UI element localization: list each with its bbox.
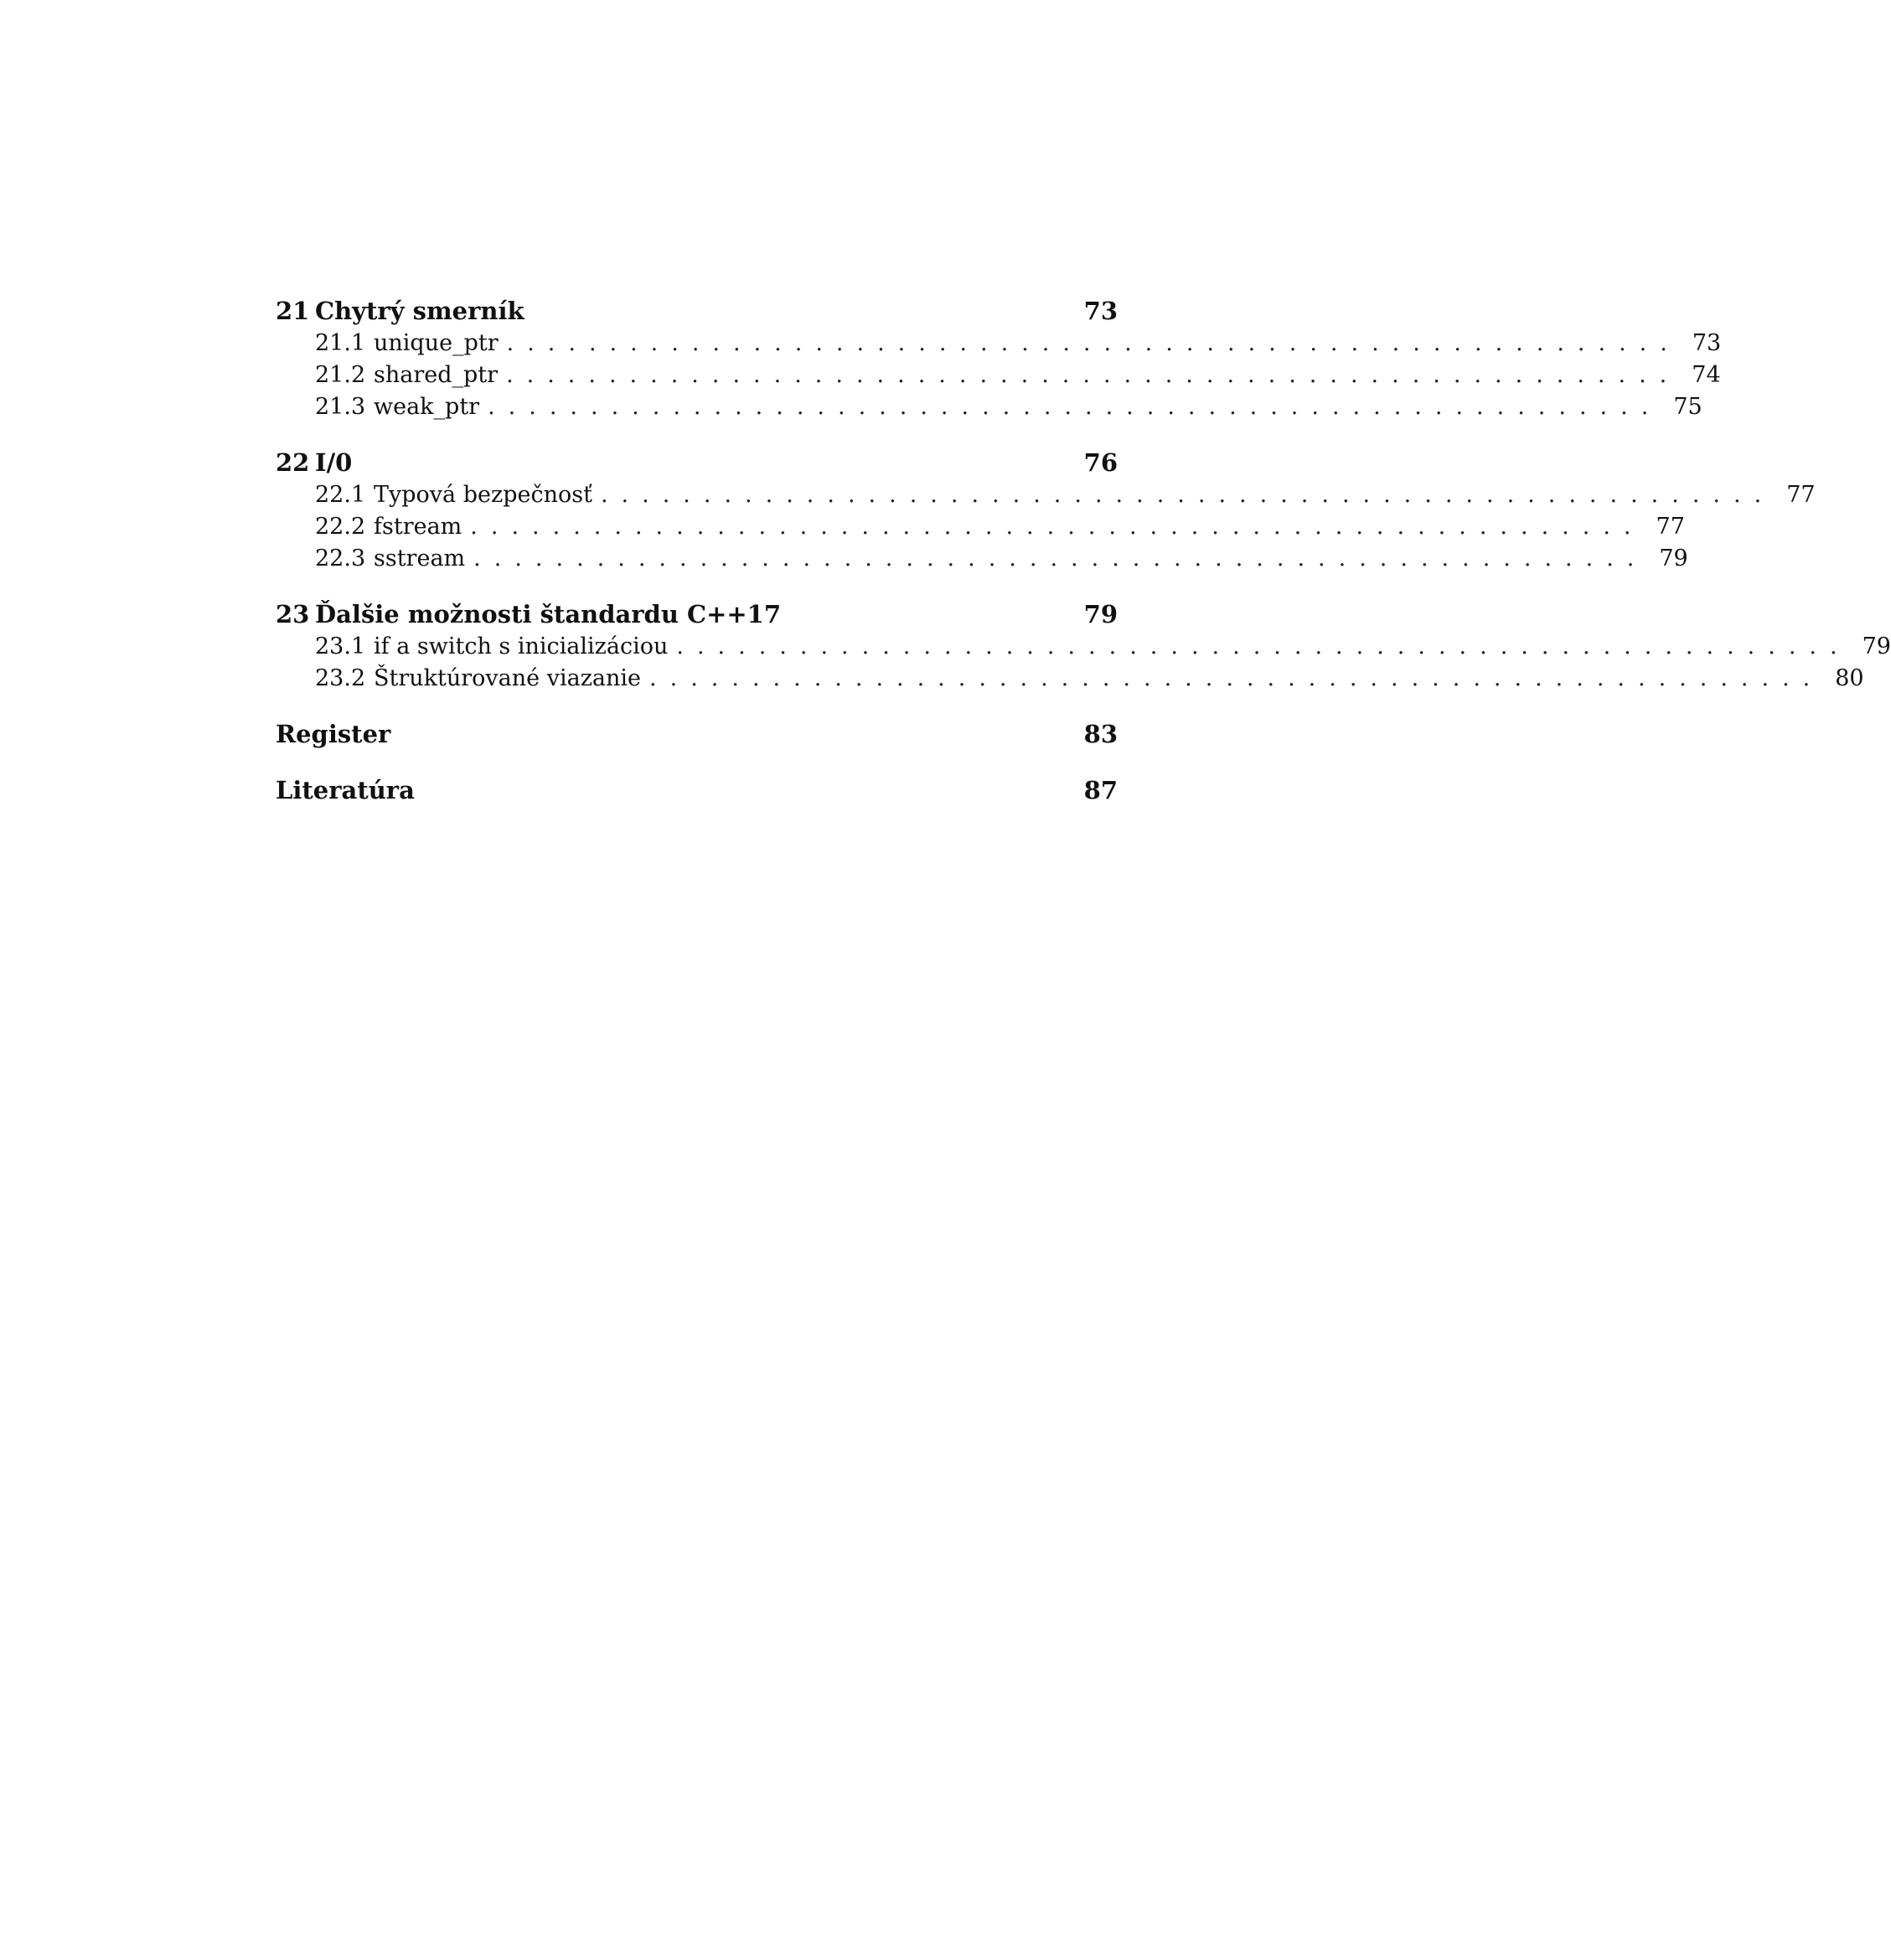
chapter-number: 21	[276, 297, 310, 325]
toc-section-entry[interactable]	[276, 391, 1702, 423]
section-number: 22.3	[315, 546, 366, 571]
section-page-number: 79	[1862, 634, 1891, 659]
section-page-number: 77	[1656, 514, 1685, 540]
section-title: weak_ptr	[374, 394, 480, 420]
literature-heading[interactable]	[276, 774, 1118, 807]
section-page-number: 74	[1692, 362, 1721, 388]
register-page-number: 83	[1083, 720, 1118, 748]
register-title: Register	[276, 720, 391, 748]
chapter-title: I/0	[315, 448, 353, 477]
toc-literature	[276, 774, 1118, 807]
section-number: 21.1	[315, 330, 366, 356]
chapter-page-number: 76	[1083, 448, 1118, 477]
chapter-title: Ďalšie možnosti štandardu C++17	[315, 600, 782, 628]
chapter-heading[interactable]	[276, 598, 1118, 631]
section-number: 21.2	[315, 362, 366, 388]
literature-page-number: 87	[1083, 776, 1118, 804]
register-heading[interactable]	[276, 718, 1118, 751]
section-title: fstream	[374, 514, 462, 540]
toc-register	[276, 718, 1118, 751]
section-title: Typová bezpečnosť	[374, 482, 592, 508]
dot-leader: .........................................................	[470, 514, 1645, 540]
toc-section-entry[interactable]	[276, 328, 1722, 359]
toc-chapter-22	[276, 447, 1816, 575]
dot-leader: .........................................................	[649, 665, 1824, 691]
toc-section-entry[interactable]	[276, 359, 1721, 391]
section-page-number: 79	[1659, 546, 1688, 571]
dot-leader: .........................................................	[473, 546, 1648, 571]
section-title: if a switch s inicializáciou	[374, 634, 669, 659]
toc-section-entry[interactable]	[276, 543, 1688, 575]
literature-title: Literatúra	[276, 776, 415, 804]
chapter-title: Chytrý smerník	[315, 297, 524, 325]
section-title: unique_ptr	[374, 330, 499, 356]
dot-leader: .........................................................	[600, 482, 1775, 508]
section-number: 22.2	[315, 514, 366, 540]
toc-section-entry[interactable]	[276, 511, 1685, 543]
chapter-heading[interactable]	[276, 447, 1118, 479]
section-title: shared_ptr	[374, 362, 499, 388]
dot-leader: .........................................................	[488, 394, 1662, 420]
toc-chapter-21	[276, 295, 1722, 423]
toc-chapter-23	[276, 598, 1891, 695]
section-page-number: 77	[1786, 482, 1816, 508]
toc-section-entry[interactable]	[276, 479, 1816, 511]
section-page-number: 75	[1673, 394, 1702, 420]
section-title: sstream	[374, 546, 466, 571]
chapter-heading[interactable]	[276, 295, 1118, 328]
dot-leader: .........................................................	[506, 330, 1681, 356]
section-page-number: 80	[1835, 665, 1864, 691]
toc-section-entry[interactable]	[276, 631, 1891, 663]
chapter-number: 22	[276, 448, 310, 477]
dot-leader: .........................................................	[676, 634, 1851, 659]
dot-leader: .........................................................	[506, 362, 1681, 388]
chapter-page-number: 79	[1083, 600, 1118, 628]
section-number: 21.3	[315, 394, 366, 420]
section-page-number: 73	[1692, 330, 1722, 356]
table-of-contents	[276, 295, 1891, 830]
section-number: 23.2	[315, 665, 366, 691]
section-number: 22.1	[315, 482, 366, 508]
chapter-number: 23	[276, 600, 310, 628]
chapter-page-number: 73	[1083, 297, 1118, 325]
section-number: 23.1	[315, 634, 366, 659]
toc-section-entry[interactable]	[276, 663, 1864, 695]
section-title: Štruktúrované viazanie	[374, 665, 642, 691]
